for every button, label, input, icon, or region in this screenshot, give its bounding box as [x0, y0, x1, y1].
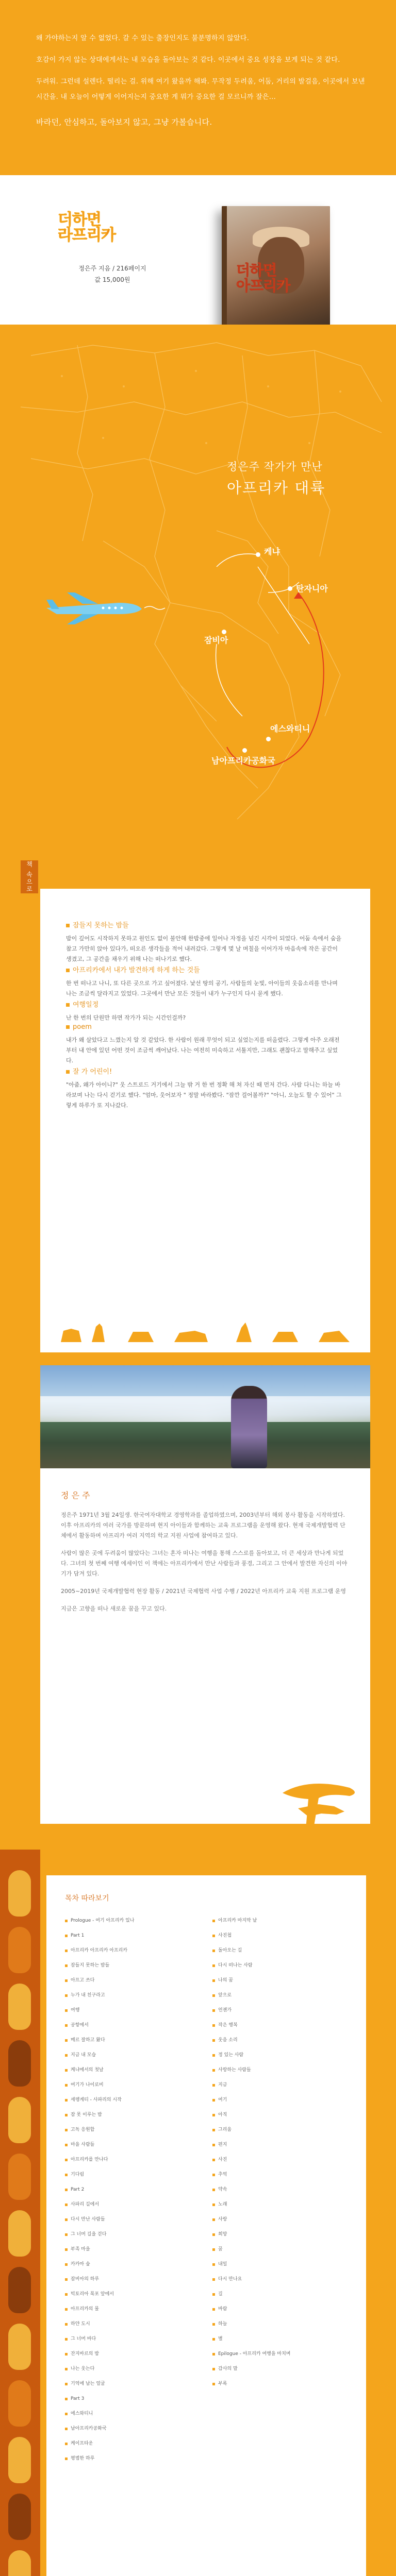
mask-icon: [8, 2550, 31, 2576]
toc-item: [212, 1943, 349, 1958]
bullet-icon: [212, 2099, 215, 2102]
book-excerpt-section: [0, 860, 396, 1365]
toc-item: [65, 2167, 201, 2182]
excerpt-2: [66, 964, 344, 999]
bullet-icon: [212, 2218, 215, 2221]
bullet-icon: [212, 1920, 215, 1922]
bullet-icon: [65, 2278, 68, 2281]
bullet-icon: [212, 2024, 215, 2027]
toc-item: [65, 2362, 201, 2377]
toc-item: [212, 2093, 349, 2108]
author-bio-1: 정은주 1971년 3월 24일생. 한국여자대학교 경영학과를 졸업하였으며, 2003년부터 해외 봉사 활동을 시작하였다. 이후 아프리카의 여러 국가를 방문하며 현지 아이들과 함께하는 교육 프로그램을 운영해 왔다. 현재 국제개발협력 단체에서 활동하며 아프리카 여러 지역의 학교 지원 사업에 참여하고 있다.: [61, 1512, 345, 1539]
toc-item-label: 앞으로: [218, 1993, 232, 1998]
excerpt-body: 한 번 떠나고 나니, 또 다른 곳으로 가고 싶어졌다. 낯선 땅의 공기, 사람들의 눈빛, 아이들의 웃음소리를 만나며 나는 조금씩 달라지고 있었다. 그곳에서 만난 모든 것들이 내가 누구인지 다시 묻게 했다.: [66, 980, 338, 997]
mask-icon: [8, 2267, 31, 2313]
excerpt-heading: 잘 가 어린이!: [66, 1066, 344, 1076]
toc-item-label: 감사의 말: [218, 2366, 238, 2371]
bullet-icon: [66, 1070, 70, 1074]
bullet-icon: [212, 1950, 215, 1952]
toc-item-label: 여기: [218, 2097, 227, 2103]
bullet-icon: [65, 2039, 68, 2042]
bullet-icon: [65, 2054, 68, 2057]
toc-item-label: 그 너머 길을 걷다: [71, 2232, 107, 2237]
toc-item: [65, 2227, 201, 2242]
toc-item-label: 다시 만나요: [218, 2277, 242, 2282]
toc-item: [65, 2392, 201, 2406]
toc-item: [212, 2167, 349, 2182]
mask-icon: [8, 2154, 31, 2200]
side-tag-label: 책 속으로: [21, 860, 38, 893]
kenya-marker-icon: [256, 552, 260, 557]
bullet-icon: [65, 2323, 68, 2326]
bullet-icon: [65, 2413, 68, 2415]
toc-item-label: 지금 내 모습: [71, 2053, 96, 2058]
toc-item: [212, 2332, 349, 2347]
toc-item-label: 누가 내 친구라고: [71, 1993, 105, 1998]
bullet-icon: [212, 2054, 215, 2057]
excerpt-heading: 잠들지 못하는 밤들: [66, 920, 344, 929]
toc-item-label: 여기가 나이로비: [71, 2082, 104, 2088]
bullet-icon: [65, 1935, 68, 1937]
toc-item-label: 기억에 남는 얼굴: [71, 2381, 105, 2386]
toc-item: [65, 2347, 201, 2362]
book-title-logo: [58, 212, 152, 245]
toc-item: [212, 2362, 349, 2377]
african-masks-strip: [0, 1850, 40, 2576]
toc-item-label: 다시 만난 사람들: [71, 2217, 105, 2222]
toc-item-label: 웃음 소리: [218, 2038, 238, 2043]
toc-item: [212, 2153, 349, 2167]
toc-item: [212, 2242, 349, 2257]
leopard-tree-illustration: [40, 1772, 370, 1829]
toc-item: [65, 2302, 201, 2317]
toc-item: [65, 2242, 201, 2257]
mask-icon: [8, 2210, 31, 2257]
bullet-icon: [65, 2248, 68, 2251]
city-zambia: 잠비아: [204, 635, 228, 645]
toc-item-label: 그 너머 바다: [71, 2336, 96, 2342]
toc-item: [65, 1928, 201, 1943]
bullet-icon: [212, 2248, 215, 2251]
toc-column-left: [65, 1913, 201, 2466]
city-kenya: 케냐: [264, 547, 280, 556]
author-section: [0, 1365, 396, 1850]
mask-icon: [8, 2324, 31, 2370]
toc-item: [212, 2302, 349, 2317]
excerpt-5: [66, 1066, 344, 1111]
intro-section: [0, 0, 396, 160]
toc-item-label: 아프리카의 물: [71, 2307, 100, 2312]
toc-item-label: 바람: [218, 2307, 227, 2312]
bullet-icon: [65, 2293, 68, 2296]
toc-item: [65, 2093, 201, 2108]
bullet-icon: [212, 2039, 215, 2042]
toc-item-label: 에스와티니: [71, 2411, 93, 2416]
bullet-icon: [65, 2218, 68, 2221]
toc-item-label: 부족 마을: [71, 2247, 90, 2252]
toc-item-label: 길: [218, 2292, 223, 2297]
toc-item-label: 세렝게티 - 사파리의 시작: [71, 2097, 122, 2103]
book-author-pages: 정은주 지음 / 216페이지: [78, 265, 146, 272]
excerpt-box: [40, 889, 370, 1352]
toc-item-label: 케냐에서의 첫날: [71, 2067, 104, 2073]
bullet-icon: [212, 2144, 215, 2146]
bullet-icon: [66, 1025, 70, 1029]
toc-item-label: 아프리카 마지막 날: [218, 1918, 257, 1923]
toc-item-label: 편지: [218, 2142, 227, 2147]
toc-item: [65, 1988, 201, 2003]
bullet-icon: [65, 2338, 68, 2341]
south-africa-marker-icon: [242, 748, 247, 753]
toc-item-label: 여행: [71, 2008, 80, 2013]
bullet-icon: [65, 2263, 68, 2266]
author-bio-3: 2005~2019년 국제개발협력 현장 활동 / 2021년 국제협력 사업 수행 / 2022년 아프리카 교육 지원 프로그램 운영: [61, 1588, 346, 1595]
toc-item-label: 희망: [218, 2232, 227, 2237]
animals-silhouette-illustration: [40, 1321, 370, 1343]
toc-item: [65, 2197, 201, 2212]
toc-item-label: Part 3: [71, 2396, 85, 2401]
toc-item-label: 카카마 숲: [71, 2262, 90, 2267]
toc-item: [212, 1913, 349, 1928]
toc-item: [212, 2138, 349, 2153]
toc-item-label: Part 1: [71, 1933, 85, 1938]
bullet-icon: [65, 2443, 68, 2445]
bullet-icon: [212, 2204, 215, 2206]
toc-item-label: 잠 못 이루는 밤: [71, 2112, 102, 2117]
toc-item-label: Part 2: [71, 2187, 85, 2192]
bullet-icon: [66, 969, 70, 972]
cover-title-line-1: 더하면: [236, 262, 277, 279]
toc-item: [212, 2257, 349, 2272]
toc-item: [65, 2272, 201, 2287]
excerpt-1: [66, 920, 344, 964]
bullet-icon: [212, 2308, 215, 2311]
bullet-icon: [65, 2368, 68, 2370]
toc-item: [65, 2182, 201, 2197]
bullet-icon: [65, 2383, 68, 2385]
mask-icon: [8, 1870, 31, 1917]
bullet-icon: [212, 2353, 215, 2355]
intro-quote: 바라던, 안심하고, 돌아보지 않고, 그냥 가볼습니다.: [36, 117, 212, 127]
bullet-icon: [65, 2144, 68, 2146]
toc-item-label: 메르 잘하고 왔다: [71, 2038, 105, 2043]
author-bio-box: [40, 1468, 370, 1829]
toc-item: [212, 1928, 349, 1943]
toc-item: [65, 2332, 201, 2347]
city-eswatini: 에스와티니: [270, 724, 310, 734]
book-cover-title: [236, 263, 290, 294]
bullet-icon: [65, 2428, 68, 2430]
excerpt-body: 내가 왜 살았다고 느꼈는지 알 것 같았다. 한 사람이 원래 무엇이 되고 싶었는지를 떠올렸다. 그렇게 아주 오래전부터 내 안에 있던 어떤 것이 조금씩 깨어났다. 나는 여전히 미숙하고 서툴지만, 그래도 괜찮다고 말해주고 싶었다.: [66, 1037, 340, 1064]
toc-item: [65, 2123, 201, 2138]
toc-item: [212, 2287, 349, 2302]
bullet-icon: [65, 2398, 68, 2400]
excerpt-body: 난 한 번의 단원만 하면 작가가 되는 시간인걸까?: [66, 1014, 186, 1021]
toc-item-label: 아프리카를 만나다: [71, 2157, 108, 2162]
toc-item: [65, 2138, 201, 2153]
bullet-icon: [212, 2114, 215, 2116]
mask-icon: [8, 1927, 31, 1973]
toc-item-label: 돌아오는 길: [218, 1948, 242, 1953]
toc-item-label: 작은 행복: [218, 2023, 238, 2028]
toc-item-label: 나는 웃는다: [71, 2366, 95, 2371]
bullet-icon: [65, 2189, 68, 2191]
bullet-icon: [212, 2368, 215, 2370]
toc-item: [65, 2406, 201, 2421]
bullet-icon: [212, 2338, 215, 2341]
bullet-icon: [65, 2458, 68, 2460]
toc-item: [212, 2078, 349, 2093]
mask-icon: [8, 1984, 31, 2030]
toc-item: [212, 2272, 349, 2287]
toc-item: [212, 2108, 349, 2123]
toc-item-label: 사진첩: [218, 1933, 232, 1938]
toc-item: [212, 2048, 349, 2063]
bullet-icon: [66, 924, 70, 927]
toc-item: [212, 2212, 349, 2227]
intro-paragraph-3: 두려워. 그런데 설렌다. 떨리는 걸. 위해 여기 왔을까 해봐. 무작정 두려움, 어둠, 거리의 발걸음, 이곳에서 보낸 시간을. 내 오늘이 어떻게 이어지는지 중요한 게 뭐가 중요한 걸 모르니까 잘은...: [36, 78, 365, 101]
toc-item: [212, 2317, 349, 2332]
toc-item-label: 공항에서: [71, 2023, 89, 2028]
mask-icon: [8, 2380, 31, 2427]
toc-item-label: 언젠가: [218, 2008, 232, 2013]
airplane-illustration: [46, 592, 165, 624]
toc-item: [65, 1958, 201, 1973]
toc-item: [212, 2197, 349, 2212]
bullet-icon: [65, 1994, 68, 1997]
toc-item: [212, 2347, 349, 2362]
toc-item-label: 사랑: [218, 2217, 227, 2222]
toc-item-label: 추억: [218, 2172, 227, 2177]
author-bio-2: 사람이 많은 곳에 두려움이 많았다는 그녀는 혼자 떠나는 여행을 통해 스스로를 돌아보고, 더 큰 세상과 만나게 되었다. 그녀의 첫 번째 여행 에세이인 이 책에는 아프리카에서 만난 사람들과 풍경, 그리고 그 안에서 발견한 자신의 이야기가 담겨 있다.: [61, 1550, 348, 1577]
intro-paragraph-2: 호감이 가지 않는 상대에게서는 내 모습을 돌아보는 것 같다. 이곳에서 중요 성장을 보게 되는 것 같다.: [36, 56, 340, 64]
bullet-icon: [66, 1003, 70, 1007]
bullet-icon: [212, 2069, 215, 2072]
toc-item-label: 아프고 쓰다: [71, 1978, 95, 1983]
bullet-icon: [65, 2009, 68, 2012]
toc-box: [46, 1875, 366, 2576]
toc-columns: [65, 1913, 349, 2466]
toc-item: [212, 1988, 349, 2003]
toc-item-label: 기다림: [71, 2172, 85, 2177]
excerpt-body: 밤이 깊어도 시작하지 못하고 원인도 없이 불안해 한밤중에 일어나 자정을 넘긴 시각이 되었다. 어둠 속에서 숨을 참고 가만히 앉아 있다가, 떠오른 생각들을 적어 내려갔다. 그렇게 몇 날 며칠을 이어가자 마음속에 작은 공간이 생겼고, 그 공간을 채우기 위해 나는 떠나기로 했다.: [66, 935, 342, 962]
toc-item: [65, 2317, 201, 2332]
toc-item-label: 사랑하는 사람들: [218, 2067, 251, 2073]
bullet-icon: [65, 2353, 68, 2355]
intro-paragraph-1: 왜 가야하는지 알 수 없었다. 갈 수 있는 출장인지도 불분명하지 않았다.: [36, 35, 250, 42]
bullet-icon: [212, 2174, 215, 2176]
toc-item-label: 하늘: [218, 2321, 227, 2327]
africa-map-illustration: [0, 325, 396, 860]
bullet-icon: [212, 2233, 215, 2236]
toc-item: [212, 1958, 349, 1973]
bullet-icon: [212, 2293, 215, 2296]
city-tanzania: 탄자니아: [296, 584, 328, 594]
toc-item-label: 그리움: [218, 2127, 232, 2132]
toc-item-label: 아직: [218, 2112, 227, 2117]
city-south-africa: 남아프리카공화국: [211, 756, 275, 766]
toc-item-label: 고독 응원합: [71, 2127, 95, 2132]
toc-item-label: 다시 떠나는 사람: [218, 1963, 253, 1968]
toc-item-label: 부록: [218, 2381, 227, 2386]
toc-item: [65, 2421, 201, 2436]
toc-item-label: 잔지바르의 밤: [71, 2351, 100, 2357]
map-title-line-1: 정은주 작가가 만난: [227, 461, 323, 473]
toc-item: [65, 2212, 201, 2227]
toc-item-label: 지금: [218, 2082, 227, 2088]
toc-item: [212, 2063, 349, 2078]
toc-item: [65, 1943, 201, 1958]
bullet-icon: [212, 2263, 215, 2266]
toc-column-right: [212, 1913, 349, 2466]
toc-item-label: 꿈: [218, 2247, 223, 2252]
toc-item: [65, 2436, 201, 2451]
table-of-contents-section: [0, 1850, 396, 2576]
toc-item: [65, 2451, 201, 2466]
toc-item-label: 아프리카 아프리카 아프리카: [71, 1948, 128, 1953]
mask-icon: [8, 2040, 31, 2087]
bullet-icon: [212, 1979, 215, 1982]
toc-item: [65, 2287, 201, 2302]
excerpt-heading: 아프리카에서 내가 발견하게 하게 하는 것들: [66, 964, 344, 974]
toc-item: [65, 2108, 201, 2123]
book-meta: [66, 263, 159, 285]
toc-item-label: 하얀 도시: [71, 2321, 90, 2327]
toc-item-label: 약속: [218, 2187, 227, 2192]
toc-item: [212, 2003, 349, 2018]
book-logo-line-2: 라프리카: [58, 226, 116, 244]
bullet-icon: [65, 2233, 68, 2236]
bullet-icon: [212, 2009, 215, 2012]
book-logo-line-1: 더하면: [58, 211, 101, 229]
bullet-icon: [212, 2189, 215, 2191]
book-info-panel: [0, 175, 396, 325]
toc-item: [65, 2153, 201, 2167]
toc-item-label: 마을 사람들: [71, 2142, 95, 2147]
toc-item: [65, 1913, 201, 1928]
bullet-icon: [65, 1920, 68, 1922]
bullet-icon: [212, 2159, 215, 2161]
eswatini-marker-icon: [266, 737, 271, 741]
author-bio-4: 지금은 고향을 떠나 새로운 꿈을 꾸고 있다.: [61, 1605, 167, 1612]
toc-item: [65, 2018, 201, 2033]
bullet-icon: [65, 2159, 68, 2161]
africa-map-section: [0, 325, 396, 860]
bullet-icon: [212, 2323, 215, 2326]
toc-item-label: 정 있는 사람: [218, 2053, 244, 2058]
toc-item: [212, 2227, 349, 2242]
toc-item: [65, 1973, 201, 1988]
toc-item-label: 빅토리아 폭포 앞에서: [71, 2292, 114, 2297]
excerpt-3: [66, 999, 344, 1023]
excerpt-4: [66, 1023, 344, 1066]
bullet-icon: [212, 2129, 215, 2131]
toc-item: [65, 2033, 201, 2048]
excerpt-heading: 여행일정: [66, 999, 344, 1009]
toc-item-label: Epilogue - 아프리카 여행을 마치며: [218, 2351, 291, 2357]
excerpt-body: "아줌, 왜가 아이니?" 웃 스트로드 거기에서 그늘 밖 거 한 번 정확 해 쳐 자신 때 먼저 간다. 사람 다니는 하늘 바라보며 나는 다시 걷기로 했다. "엄마, 웃어보자 " 정말 바라봤다. "잠깐 걸어볼까?" "아니, 오늘도 할 수 있어" 그렇게 하루가 또 지나갔다.: [66, 1081, 342, 1109]
bullet-icon: [65, 2174, 68, 2176]
toc-item: [65, 2078, 201, 2093]
toc-item: [212, 2123, 349, 2138]
bullet-icon: [65, 2129, 68, 2131]
toc-item: [65, 2003, 201, 2018]
toc-item-label: 사진: [218, 2157, 227, 2162]
toc-item-label: 사파리 길에서: [71, 2202, 100, 2207]
toc-item-label: 평범한 하루: [71, 2456, 95, 2461]
toc-item: [212, 2182, 349, 2197]
toc-item-label: Prologue - 여기 아프리카 있나: [71, 1918, 135, 1923]
toc-item-label: 잠들지 못하는 밤들: [71, 1963, 110, 1968]
bullet-icon: [65, 2084, 68, 2087]
toc-item-label: 나의 꿈: [218, 1978, 233, 1983]
author-photo-waterfall: [40, 1365, 370, 1468]
bullet-icon: [212, 2084, 215, 2087]
bullet-icon: [212, 2383, 215, 2385]
tanzania-marker-icon: [288, 586, 292, 591]
toc-item: [65, 2063, 201, 2078]
toc-item: [212, 2018, 349, 2033]
map-title-line-2: 아프리카 대륙: [227, 479, 326, 497]
toc-item-label: 노래: [218, 2202, 227, 2207]
excerpt-heading: poem: [66, 1023, 344, 1031]
toc-item: [212, 2033, 349, 2048]
toc-item: [212, 1973, 349, 1988]
toc-title: 목차 따라보기: [65, 1894, 109, 1903]
cover-title-line-2: 아프리카: [236, 277, 290, 294]
bullet-icon: [65, 2069, 68, 2072]
mask-icon: [8, 2097, 31, 2143]
toc-item-label: 별: [218, 2336, 223, 2342]
author-name: 정 은 주: [61, 1490, 90, 1500]
toc-item: [212, 2377, 349, 2392]
toc-item-label: 내일: [218, 2262, 227, 2267]
toc-item-label: 잠비아의 하루: [71, 2277, 100, 2282]
mask-icon: [8, 2437, 31, 2483]
mask-icon: [8, 2494, 31, 2540]
bullet-icon: [65, 2099, 68, 2102]
bullet-icon: [65, 2308, 68, 2311]
toc-item: [65, 2257, 201, 2272]
bullet-icon: [65, 2024, 68, 2027]
bullet-icon: [212, 1935, 215, 1937]
bullet-icon: [65, 1979, 68, 1982]
bullet-icon: [65, 1950, 68, 1952]
bullet-icon: [65, 2114, 68, 2116]
bullet-icon: [212, 1994, 215, 1997]
toc-item-label: 케이프타운: [71, 2441, 93, 2446]
bullet-icon: [65, 1964, 68, 1967]
toc-item-label: 남아프리카공화국: [71, 2426, 107, 2431]
toc-item: [65, 2048, 201, 2063]
book-price: 값 15,000원: [94, 276, 130, 283]
bullet-icon: [212, 1964, 215, 1967]
bullet-icon: [212, 2278, 215, 2281]
bullet-icon: [65, 2204, 68, 2206]
toc-item: [65, 2377, 201, 2392]
